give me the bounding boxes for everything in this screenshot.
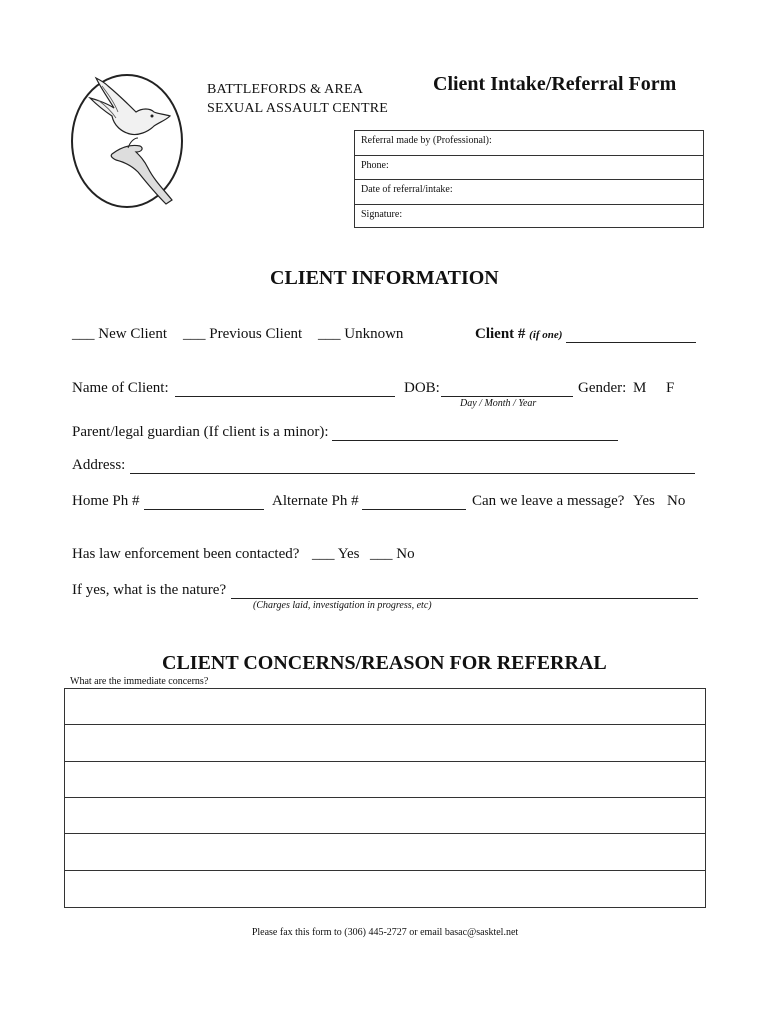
unknown-client-option[interactable]: ___ Unknown	[318, 326, 404, 342]
dove-logo-icon	[68, 68, 186, 210]
concerns-line[interactable]	[65, 834, 705, 870]
client-number-input[interactable]	[566, 328, 696, 343]
client-concerns-heading: CLIENT CONCERNS/REASON FOR REFERRAL	[162, 652, 607, 674]
nature-label: If yes, what is the nature?	[72, 582, 227, 598]
previous-client-option[interactable]: ___ Previous Client	[183, 326, 303, 342]
dob-label: DOB:	[404, 380, 440, 396]
leave-message-no[interactable]: No	[667, 493, 686, 509]
concerns-line[interactable]	[65, 871, 705, 907]
new-client-option[interactable]: ___ New Client	[72, 326, 167, 342]
law-enforcement-yes[interactable]: ___ Yes	[312, 546, 360, 562]
referral-made-by-field[interactable]: Referral made by (Professional):	[355, 131, 703, 156]
leave-message-yes[interactable]: Yes	[633, 493, 655, 509]
client-number-note: (if one)	[529, 329, 563, 341]
client-name-label: Name of Client:	[72, 380, 169, 396]
law-enforcement-no[interactable]: ___ No	[370, 546, 415, 562]
dob-input[interactable]	[441, 382, 573, 397]
address-label: Address:	[72, 457, 126, 473]
gender-f-option[interactable]: F	[666, 380, 675, 396]
law-enforcement-label: Has law enforcement been contacted?	[72, 546, 300, 562]
referral-phone-field[interactable]: Phone:	[355, 156, 703, 181]
concerns-prompt: What are the immediate concerns?	[70, 676, 209, 687]
client-information-heading: CLIENT INFORMATION	[270, 267, 499, 289]
concerns-line[interactable]	[65, 725, 705, 761]
alternate-phone-input[interactable]	[362, 495, 466, 510]
fax-instructions: Please fax this form to (306) 445-2727 or email basac@sasktel.net	[251, 927, 519, 938]
client-number-label	[475, 326, 562, 343]
address-input[interactable]	[130, 459, 695, 474]
gender-m-option[interactable]: M	[633, 380, 647, 396]
client-name-input[interactable]	[175, 382, 395, 397]
organization-name	[207, 80, 388, 118]
client-number-text: Client #	[475, 326, 526, 342]
alternate-phone-label: Alternate Ph #	[272, 493, 359, 509]
leave-message-label: Can we leave a message?	[472, 493, 625, 509]
concerns-line[interactable]	[65, 689, 705, 725]
referral-date-field[interactable]: Date of referral/intake:	[355, 180, 703, 205]
concerns-line[interactable]	[65, 798, 705, 834]
gender-label: Gender:	[578, 380, 627, 396]
home-phone-input[interactable]	[144, 495, 264, 510]
org-line-2: SEXUAL ASSAULT CENTRE	[207, 101, 389, 116]
form-title: Client Intake/Referral Form	[433, 73, 677, 95]
guardian-label: Parent/legal guardian (If client is a minor):	[72, 424, 329, 440]
dob-format-hint: Day / Month / Year	[460, 398, 537, 409]
referral-signature-field[interactable]: Signature:	[361, 208, 403, 220]
referral-box	[354, 130, 704, 228]
concerns-line[interactable]	[65, 762, 705, 798]
nature-hint: (Charges laid, investigation in progress, etc)	[253, 600, 432, 611]
nature-input[interactable]	[231, 584, 698, 599]
home-phone-label: Home Ph #	[72, 493, 140, 509]
guardian-input[interactable]	[332, 426, 618, 441]
concerns-lines-box	[64, 688, 706, 908]
org-line-1: BATTLEFORDS & AREA	[207, 82, 364, 97]
